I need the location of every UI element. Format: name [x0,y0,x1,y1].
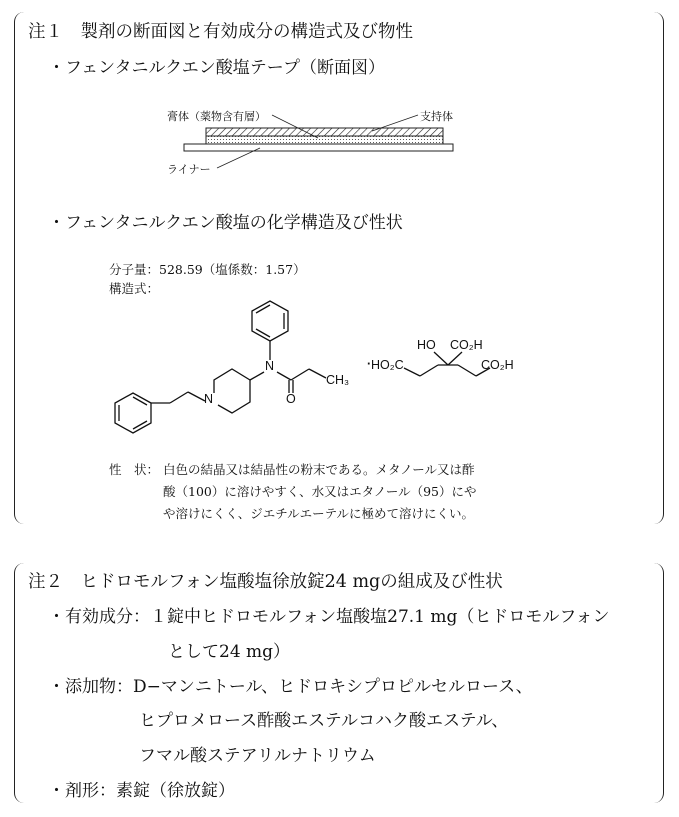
group-CH3: CH₃ [326,373,350,387]
label-liner: ライナー [167,163,211,176]
properties-line-3: や溶けにくく、ジエチルエーテルに極めて溶けにくい。 [163,506,475,521]
label-drug-layer: 膏体（薬物含有層） [167,110,266,123]
note2-title: 注２ ヒドロモルフォン塩酸塩徐放錠24 mgの組成及び性状 [28,572,503,592]
piperidine-ring [218,380,250,413]
dosage-form: ・剤形：素錠（徐放錠） [48,781,235,801]
molecular-weight: 分子量：528.59（塩係数：1.57） [109,262,306,277]
atom-N-amide: N [265,359,275,373]
label-support: 支持体 [420,110,453,123]
properties-line-1: 白色の結晶又は結晶性の粉末である。メタノール又は酢 [163,462,475,477]
note1-title: 注１ 製剤の断面図と有効成分の構造式及び物性 [28,22,413,42]
group-CO2H-top: CO₂H [450,338,483,352]
phenyl-ring-bottom [115,393,151,433]
active-ingredient-line-1: ・有効成分：１錠中ヒドロモルフォン塩酸塩27.1 mg（ヒドロモルフォン [48,607,610,627]
section-tape-heading: ・フェンタニルクエン酸塩テープ（断面図） [48,58,385,78]
section-chem-heading: ・フェンタニルクエン酸塩の化学構造及び性状 [48,213,403,233]
phenyl-ring-top [252,301,288,341]
additives-line-1: ・添加物：D−マンニトール、ヒドロキシプロピルセルロース、 [48,677,533,697]
salt-dot: · [367,357,372,371]
structure-label: 構造式： [109,281,160,296]
properties-line-2: 酸（100）に溶けやすく、水又はエタノール（95）にや [163,484,477,499]
atom-O-carbonyl: O [286,392,296,406]
group-CO2H-right: CO₂H [481,358,514,372]
additives-line-3: フマル酸ステアリルナトリウム [139,746,376,766]
atom-N-piperidine: N [204,392,214,406]
additives-line-2: ヒプロメロース酢酸エステルコハク酸エステル、 [139,711,509,731]
active-ingredient-line-2: として24 mg） [168,642,291,662]
group-HO2C: HO₂C [371,358,404,372]
properties-label: 性 状： [109,462,160,477]
group-HO: HO [417,338,436,352]
